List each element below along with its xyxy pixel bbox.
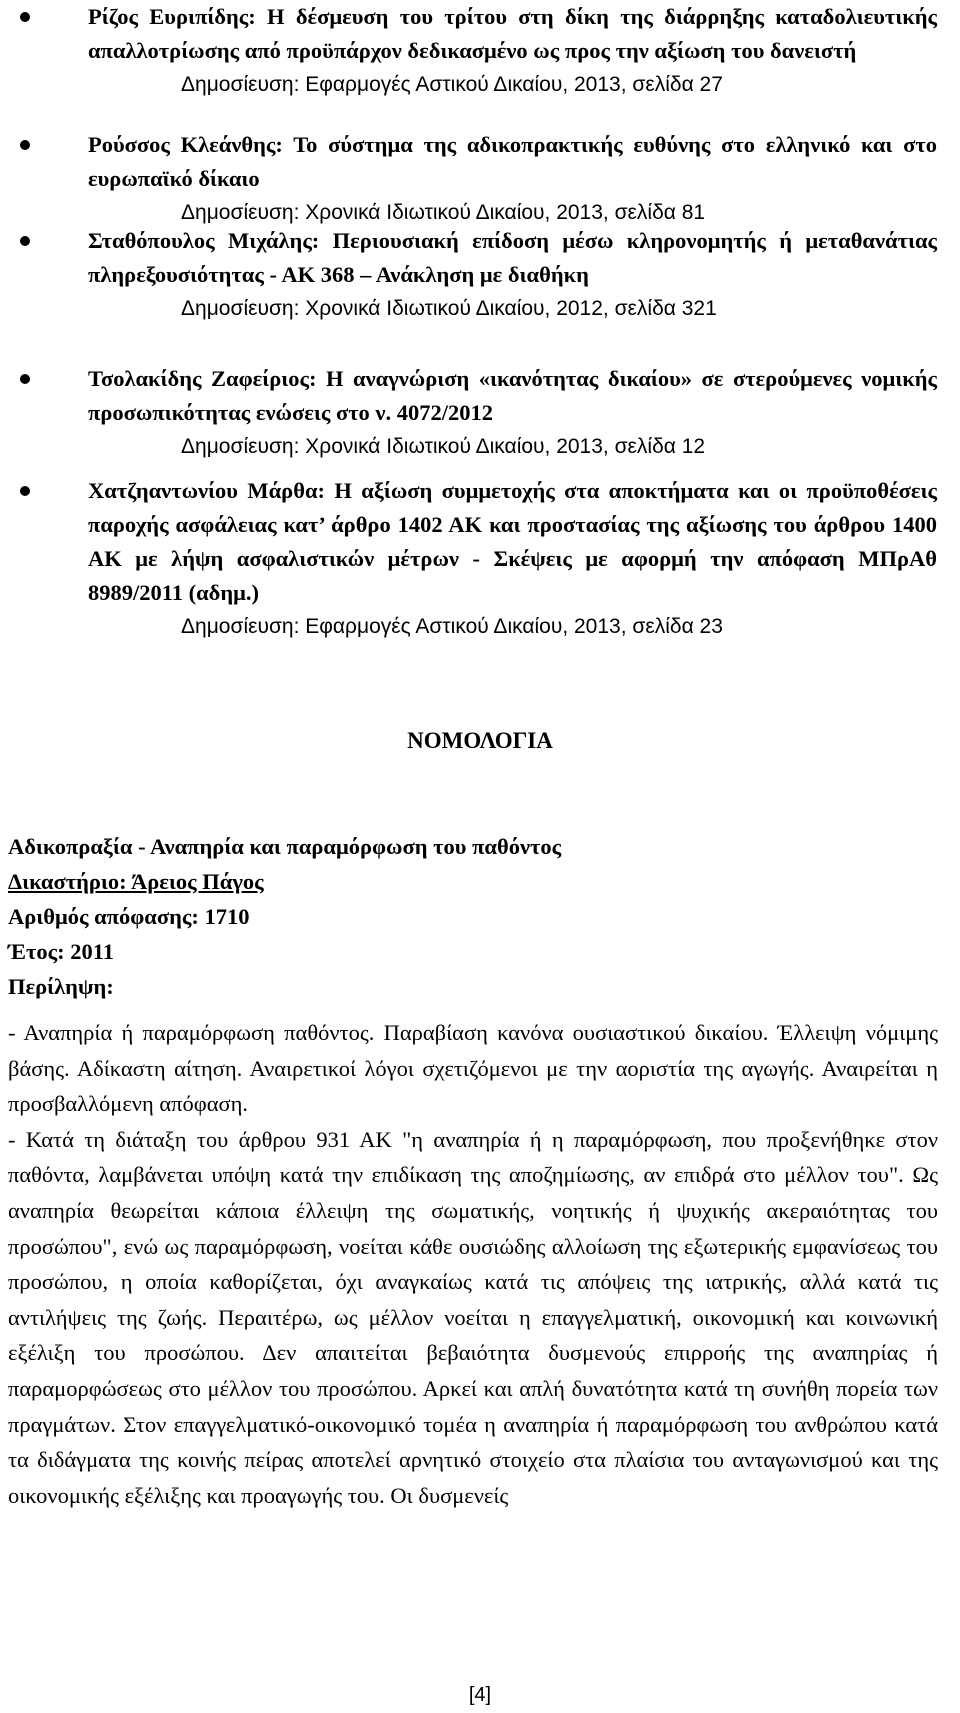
publication-entry bbox=[0, 474, 960, 644]
page-number: [4] bbox=[468, 1684, 492, 1706]
case-summary-label: Περίληψη: bbox=[8, 974, 114, 999]
publication-source: Δημοσίευση: Χρονικά Ιδιωτικού Δικαίου, 2012, σελίδα 321 bbox=[181, 297, 717, 320]
case-summary bbox=[8, 1015, 938, 1513]
publication-source: Δημοσίευση: Χρονικά Ιδιωτικού Δικαίου, 2013, σελίδα 81 bbox=[181, 201, 706, 224]
publication-title: Σταθόπουλος Μιχάλης: Περιουσιακή επίδοση μέσω κληρονομητής ή μεταθανάτιας πληρεξουσιότητας - ΑΚ 368 – Ανάκληση με διαθήκη bbox=[88, 228, 937, 287]
publication-title: Τσολακίδης Ζαφείριος: Η αναγνώριση «ικανότητας δικαίου» σε στερούμενες νομικής προσωπικότητας ενώσεις στο ν. 4072/2012 bbox=[88, 366, 937, 425]
publication-title: Ρούσσος Κλεάνθης: Το σύστημα της αδικοπρακτικής ευθύνης στο ελληνικό και στο ευρωπαϊκό δίκαιο bbox=[88, 132, 937, 191]
bullet-icon bbox=[20, 236, 30, 246]
case-year: Έτος: 2011 bbox=[8, 939, 114, 964]
case-decision-number: Αριθμός απόφασης: 1710 bbox=[8, 904, 250, 929]
case-court bbox=[8, 864, 938, 899]
publication-source: Δημοσίευση: Χρονικά Ιδιωτικού Δικαίου, 2013, σελίδα 12 bbox=[181, 435, 706, 458]
summary-paragraph: - Κατά τη διάταξη του άρθρου 931 ΑΚ "η αναπηρία ή η παραμόρφωση, που προξενήθηκε στον παθόντα, λαμβάνεται υπόψη κατά την επιδίκαση της αποζημίωσης, αν επιδρά στο μέλλον του". Ως αναπηρία θεωρείται κάποια έλλειψη της σωματικής, νοητικής ή ψυχικής ακεραιότητας του προσώπου", ενώ ως παραμόρφωση, νοείται κάθε ουσιώδης αλλοίωση της εξωτερικής εμφανίσεως του προσώπου, η οποία καθορίζεται, όχι αναγκαίως κατά τις απόψεις της ιατρικής, αλλά κατά τις αντιλήψεις της ζωής. Περαιτέρω, ως μέλλον νοείται η επαγγελματική, οικονομική και κοινωνική εξέλιξη του προσώπου. Δεν απαιτείται βεβαιότητα δυσμενούς επιρροής της αναπηρίας ή παραμορφώσεως στο μέλλον του προσώπου. Αρκεί και απλή δυνατότητα κατά τη συνήθη πορεία των πραγμάτων. Στον επαγγελματικό-οικονομικό τομέα η αναπηρία ή παραμόρφωση του ανθρώπου κατά τα διδάγματα της κοινής πείρας αποτελεί αρνητικό στοιχείο στα πλαίσια του ανταγωνισμού και της οικονομικής εξέλιξης και προαγωγής του. Οι δυσμενείς bbox=[8, 1126, 938, 1508]
publication-entry bbox=[0, 128, 960, 230]
case-details bbox=[8, 829, 938, 1004]
publication-title: Χατζηαντωνίου Μάρθα: Η αξίωση συμμετοχής στα αποκτήματα και οι προϋποθέσεις παροχής ασφάλειας κατ’ άρθρο 1402 ΑΚ και προστασίας της αξίωσης του άρθρου 1400 ΑΚ με λήψη ασφαλιστικών μέτρων - Σκέψεις με αφορμή την απόφαση ΜΠρΑθ 8989/2011 (αδημ.) bbox=[88, 478, 937, 605]
publication-title: Ρίζος Ευριπίδης: Η δέσμευση του τρίτου στη δίκη της διάρρηξης καταδολιευτικής απαλλοτρίωσης από προϋπάρχον δεδικασμένο ως προς την αξίωση του δανειστή bbox=[88, 4, 937, 63]
bullet-icon bbox=[20, 486, 30, 496]
publication-entry bbox=[0, 0, 960, 102]
case-court-text: Δικαστήριο: Άρειος Πάγος bbox=[8, 869, 264, 894]
publication-source: Δημοσίευση: Εφαρμογές Αστικού Δικαίου, 2013, σελίδα 23 bbox=[181, 615, 723, 638]
summary-paragraph: - Αναπηρία ή παραμόρφωση παθόντος. Παραβίαση κανόνα ουσιαστικού δικαίου. Έλλειψη νόμιμης βάσης. Αδίκαστη αίτηση. Αναιρετικοί λόγοι σχετιζόμενοι με την αοριστία της αγωγής. Αναιρείται η προσβαλλόμενη απόφαση. bbox=[8, 1020, 938, 1117]
publication-entry bbox=[0, 224, 960, 326]
case-subject: Αδικοπραξία - Αναπηρία και παραμόρφωση του παθόντος bbox=[8, 834, 562, 859]
publication-source: Δημοσίευση: Εφαρμογές Αστικού Δικαίου, 2013, σελίδα 27 bbox=[181, 73, 723, 96]
section-heading: ΝΟΜΟΛΟΓΙΑ bbox=[407, 728, 553, 753]
bullet-icon bbox=[20, 374, 30, 384]
bullet-icon bbox=[20, 12, 30, 22]
publication-entry bbox=[0, 362, 960, 464]
bullet-icon bbox=[20, 140, 30, 150]
